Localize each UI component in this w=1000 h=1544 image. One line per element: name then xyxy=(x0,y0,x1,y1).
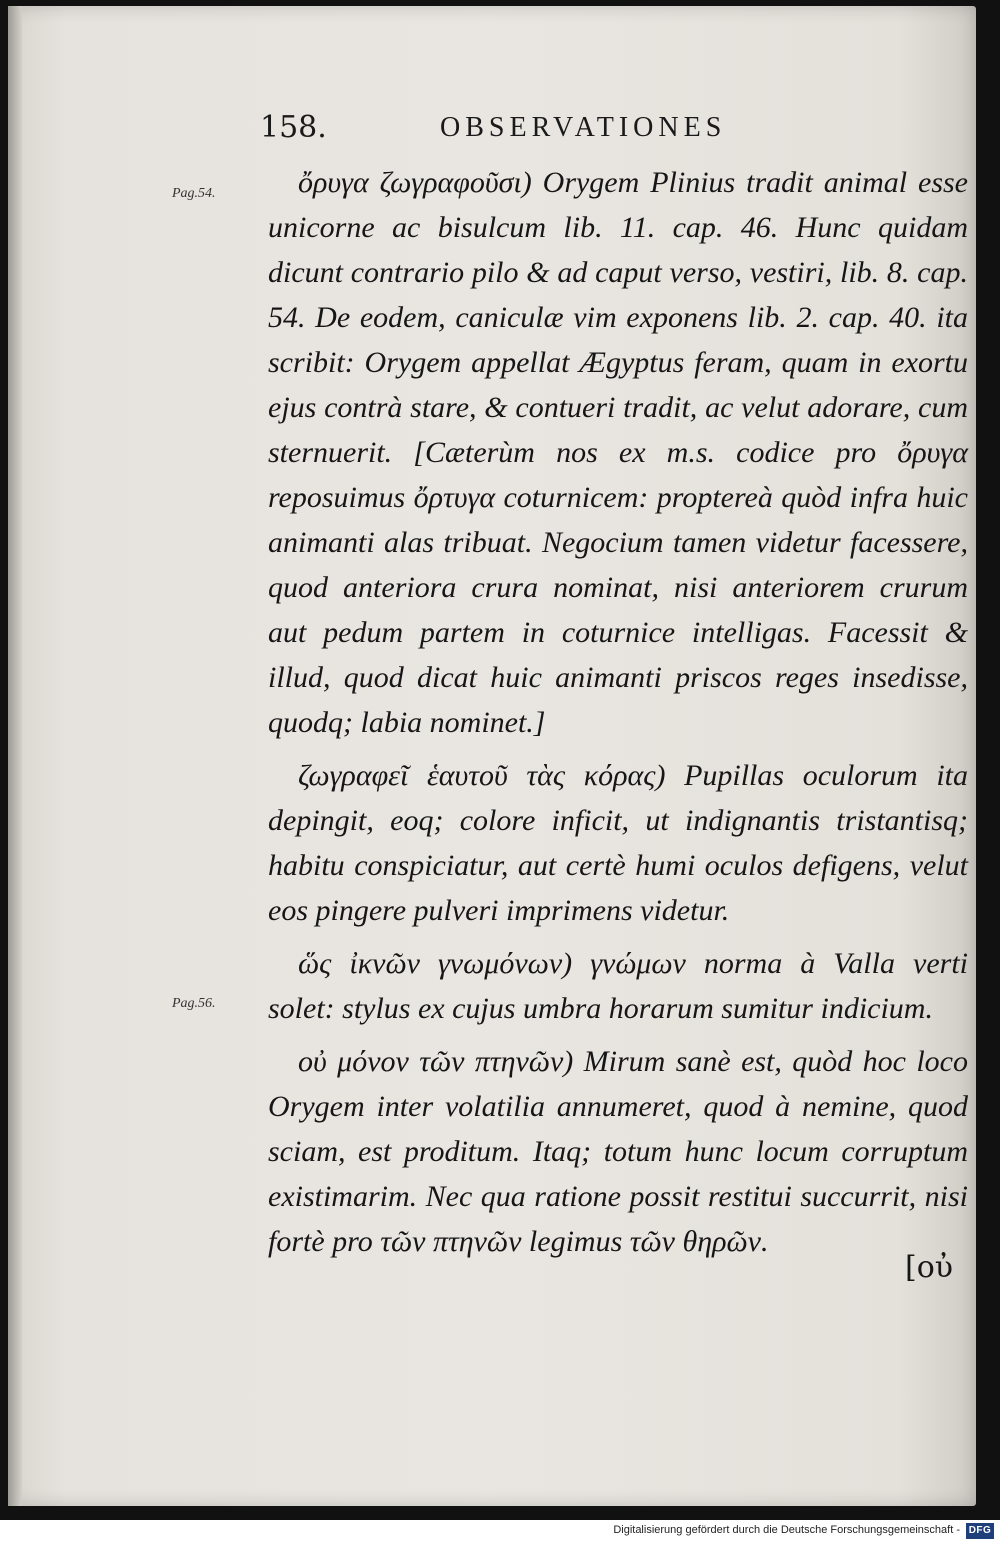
footer-credit: Digitalisierung gefördert durch die Deutsche Forschungsgemeinschaft - xyxy=(613,1524,960,1536)
paragraph-1: ὄρυγα ζωγραφοῦσι) Orygem Plinius tradit animal esse unicorne ac bisulcum lib. 11. cap. 46. Hunc quidam dicunt contrario pilo & ad caput verso, vestiri, lib. 8. cap. 54. De eodem, caniculæ vim exponens lib. 2. cap. 40. ita scribit: Orygem appellat Ægyptus feram, quam in exortu ejus contrà stare, & contueri tradit, ac velut adorare, cum sternuerit. [Cæterùm nos ex m.s. codice pro ὄρυγα reposuimus ὄρτυγα coturnicem: proptereà quòd infra huic animanti alas tribuat. Negocium tamen videtur facessere, quod anteriora crura nominat, nisi anteriorem crurum aut pedum partem in coturnice intelligas. Facessit & illud, quod dicat huic animanti priscos reges insedisse, quodq; labia nominet.] xyxy=(268,166,968,739)
margin-note-pag-56: Pag.56. xyxy=(172,996,216,1011)
running-title: OBSERVATIONES xyxy=(440,112,727,143)
main-text xyxy=(268,160,968,1264)
page-number: 158. xyxy=(260,110,327,145)
dfg-logo: DFG xyxy=(966,1523,994,1539)
page-gutter xyxy=(8,6,22,1506)
margin-note-pag-54: Pag.54. xyxy=(172,186,216,201)
catchword: [οὐ xyxy=(905,1250,954,1285)
footer-bar xyxy=(0,1520,1000,1544)
running-head xyxy=(260,110,960,150)
paragraph-2: ζωγραφεῖ ἑαυτοῦ τὰς κόρας) Pupillas oculorum ita depingit, eoq; colore inficit, ut indignantis tristantisq; habitu conspiciatur, aut certè humi oculos defigens, velut eos pingere pulveri imprimens videtur. xyxy=(268,759,968,927)
paragraph-3: ὥς ἰκνῶν γνωμόνων) γνώμων norma à Valla verti solet: stylus ex cujus umbra horarum sumitur indicium. xyxy=(268,947,968,1025)
paragraph-4: οὐ μόνον τῶν πτηνῶν) Mirum sanè est, quòd hoc loco Orygem inter volatilia annumeret, quod à nemine, quod sciam, est proditum. Itaq; totum hunc locum corruptum existimarim. Nec qua ratione possit restitui succurrit, nisi fortè pro τῶν πτηνῶν legimus τῶν θηρῶν. xyxy=(268,1045,968,1258)
